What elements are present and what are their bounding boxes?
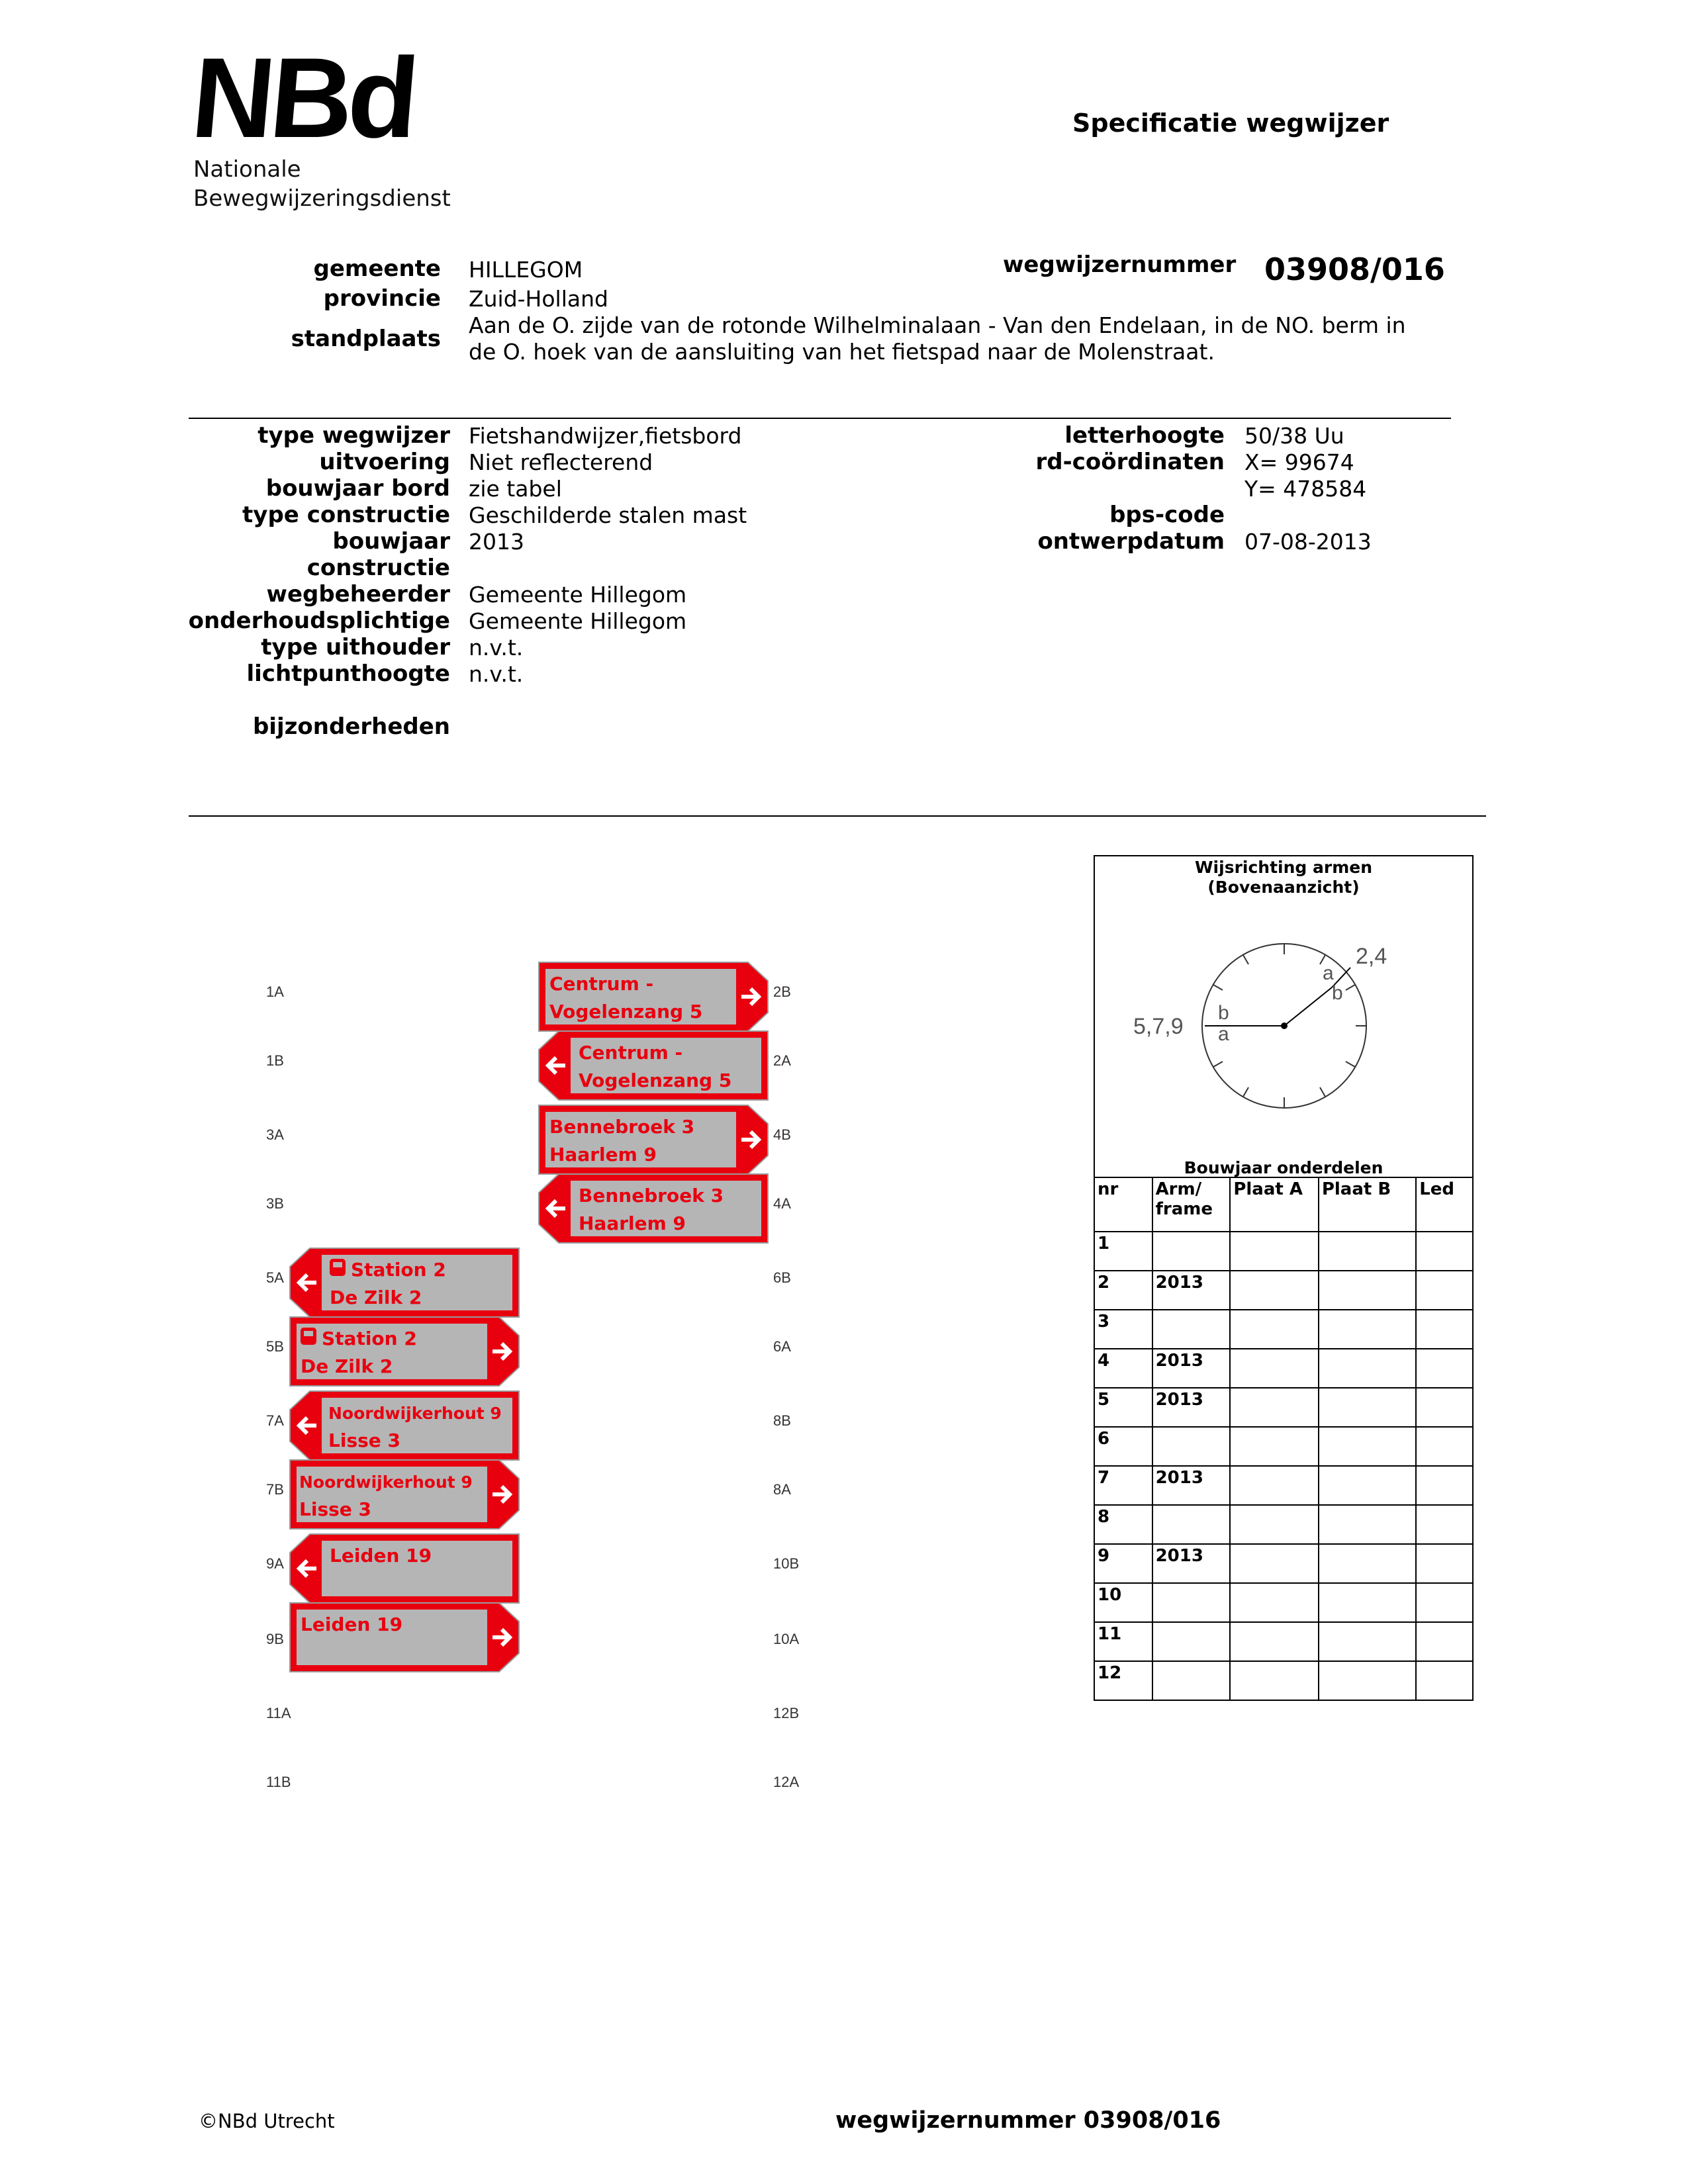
table-cell: 4 [1094, 1349, 1152, 1388]
table-cell [1230, 1388, 1319, 1427]
header-led: Led [1416, 1177, 1473, 1232]
table-cell [1319, 1583, 1416, 1622]
lichtpunthoogte-value: n.v.t. [469, 661, 524, 687]
rd-y-value: Y= 478584 [1244, 476, 1367, 502]
arm-direction-right [1284, 987, 1332, 1026]
table-cell: 2013 [1152, 1349, 1231, 1388]
gemeente-value: HILLEGOM [469, 257, 583, 283]
table-cell [1230, 1622, 1319, 1661]
table-cell [1319, 1661, 1416, 1700]
lichtpunthoogte-label: lichtpunthoogte [246, 660, 450, 687]
table-cell [1319, 1349, 1416, 1388]
table-cell [1416, 1466, 1473, 1505]
table-cell [1152, 1583, 1231, 1622]
table-cell [1319, 1544, 1416, 1583]
table-cell [1416, 1388, 1473, 1427]
arm-label-7A: 7A [266, 1412, 284, 1429]
sign-4B-line-1: Bennebroek 3 [549, 1116, 695, 1138]
arm-label-9B: 9B [266, 1631, 284, 1647]
table-cell [1152, 1505, 1231, 1544]
table-row [1094, 1349, 1473, 1388]
arm-label-6B: 6B [773, 1269, 791, 1286]
table-cell [1416, 1544, 1473, 1583]
table-row [1094, 1505, 1473, 1544]
table-cell [1416, 1349, 1473, 1388]
arm-label-3A: 3A [266, 1126, 284, 1143]
standplaats-line-1: Aan de O. zijde van de rotonde Wilhelminalaan - Van den Endelaan, in de NO. berm in [469, 312, 1406, 338]
table-cell [1230, 1544, 1319, 1583]
header-plaat-b: Plaat B [1319, 1177, 1416, 1232]
letterhoogte-label: letterhoogte [1064, 422, 1225, 449]
table-cell [1230, 1466, 1319, 1505]
arm-label-8B: 8B [773, 1412, 791, 1429]
bouwjaar-constructie-value: 2013 [469, 529, 524, 555]
table-cell: 8 [1094, 1505, 1152, 1544]
table-cell [1416, 1232, 1473, 1271]
table-cell [1319, 1232, 1416, 1271]
wegwijzernummer-value: 03908/016 [1264, 251, 1445, 287]
sign-7A [289, 1390, 520, 1461]
bps-code-label: bps-code [1109, 502, 1225, 528]
table-cell [1230, 1271, 1319, 1310]
sign-4B [538, 1104, 769, 1175]
table-cell [1152, 1622, 1231, 1661]
sign-5A-line-2: De Zilk 2 [330, 1287, 422, 1308]
compass-right-label: 2,4 [1356, 944, 1387, 969]
sign-5B [289, 1316, 520, 1387]
sign-5B-line-1: Station 2 [322, 1328, 417, 1349]
table-cell [1230, 1583, 1319, 1622]
table-cell [1152, 1310, 1231, 1349]
sign-4A-line-2: Haarlem 9 [579, 1212, 686, 1234]
table-cell [1319, 1427, 1416, 1466]
sign-7B-line-1: Noordwijkerhout 9 [299, 1473, 473, 1492]
table-cell [1319, 1466, 1416, 1505]
header-nr: nr [1094, 1177, 1152, 1232]
bouwjaar-title: Bouwjaar onderdelen [1184, 1158, 1383, 1177]
onderhoudsplichtige-label: onderhoudsplichtige [188, 608, 450, 634]
table-row [1094, 1427, 1473, 1466]
footer-copyright: ©NBd Utrecht [199, 2110, 335, 2132]
sign-9A-line-1: Leiden 19 [330, 1545, 432, 1567]
table-cell: 9 [1094, 1544, 1152, 1583]
rd-x-value: X= 99674 [1244, 449, 1354, 475]
compass-diagram [1125, 927, 1443, 1125]
arm-label-6A: 6A [773, 1338, 791, 1355]
header-arm-frame: Arm/ frame [1152, 1177, 1231, 1232]
sign-7A-line-2: Lisse 3 [328, 1430, 400, 1451]
sign-5A [289, 1247, 520, 1318]
type-constructie-label: type constructie [242, 502, 450, 528]
compass-left-b: b [1218, 1002, 1229, 1024]
standplaats-line-2: de O. hoek van de aansluiting van het fietspad naar de Molenstraat. [469, 339, 1215, 365]
arm-label-10B: 10B [773, 1555, 800, 1572]
divider-bottom [189, 815, 1486, 817]
sign-9A [289, 1533, 520, 1604]
table-cell [1230, 1349, 1319, 1388]
onderhoudsplichtige-value: Gemeente Hillegom [469, 608, 687, 634]
compass-left-label: 5,7,9 [1133, 1014, 1184, 1039]
compass-title-1: Wijsrichting armen [1194, 858, 1373, 877]
table-cell: 12 [1094, 1661, 1152, 1700]
table-cell [1319, 1310, 1416, 1349]
arm-label-1A: 1A [266, 983, 284, 1000]
table-cell [1152, 1661, 1231, 1700]
arm-label-5B: 5B [266, 1338, 284, 1355]
sign-4B-line-2: Haarlem 9 [549, 1144, 657, 1165]
table-cell: 6 [1094, 1427, 1152, 1466]
wegbeheerder-value: Gemeente Hillegom [469, 582, 687, 608]
arm-label-7B: 7B [266, 1481, 284, 1498]
table-cell [1230, 1427, 1319, 1466]
page-title: Specificatie wegwijzer [1072, 109, 1389, 138]
sign-4A [538, 1173, 769, 1244]
arm-label-2B: 2B [773, 983, 791, 1000]
sign-4A-line-1: Bennebroek 3 [579, 1185, 724, 1206]
arm-label-9A: 9A [266, 1555, 284, 1572]
sign-5A-line-1: Station 2 [351, 1259, 446, 1281]
sign-2A-line-1: Centrum - [579, 1042, 683, 1064]
compass-right-b: b [1332, 982, 1343, 1004]
compass-title-2: (Bovenaanzicht) [1207, 878, 1360, 897]
bouwjaar-bord-value: zie tabel [469, 476, 562, 502]
table-cell [1230, 1505, 1319, 1544]
table-header-row [1094, 1177, 1473, 1232]
table-cell: 7 [1094, 1466, 1152, 1505]
provincie-value: Zuid-Holland [469, 286, 608, 312]
table-row [1094, 1661, 1473, 1700]
arm-label-4B: 4B [773, 1126, 791, 1143]
sign-7B [289, 1459, 520, 1530]
train-station-icon [330, 1259, 346, 1276]
compass-right-a: a [1323, 962, 1334, 984]
table-cell: 2013 [1152, 1544, 1231, 1583]
train-station-icon [301, 1328, 316, 1345]
bouwjaar-constructie-label-2: constructie [306, 555, 450, 581]
table-cell [1230, 1310, 1319, 1349]
sign-2A [538, 1030, 769, 1101]
table-cell: 10 [1094, 1583, 1152, 1622]
table-cell [1416, 1271, 1473, 1310]
table-cell: 2013 [1152, 1271, 1231, 1310]
sign-5B-line-2: De Zilk 2 [301, 1355, 393, 1377]
type-uithouder-value: n.v.t. [469, 635, 524, 660]
type-constructie-value: Geschilderde stalen mast [469, 502, 747, 528]
table-cell [1319, 1271, 1416, 1310]
uitvoering-value: Niet reflecterend [469, 449, 653, 475]
table-row [1094, 1466, 1473, 1505]
sign-9B [289, 1602, 520, 1673]
footer-wegwijzernummer: wegwijzernummer 03908/016 [835, 2107, 1221, 2134]
table-cell: 1 [1094, 1232, 1152, 1271]
table-row [1094, 1544, 1473, 1583]
uitvoering-label: uitvoering [319, 449, 450, 475]
arm-label-4A: 4A [773, 1195, 791, 1212]
table-row [1094, 1271, 1473, 1310]
table-cell [1416, 1505, 1473, 1544]
type-wegwijzer-value: Fietshandwijzer,fietsbord [469, 423, 742, 449]
bouwjaar-bord-label: bouwjaar bord [265, 475, 450, 502]
arm-label-11B: 11B [266, 1774, 291, 1790]
table-cell: 11 [1094, 1622, 1152, 1661]
arm-label-12A: 12A [773, 1774, 800, 1790]
bijzonderheden-label: bijzonderheden [252, 713, 450, 740]
nbd-logo: NBd [183, 34, 420, 161]
bouwjaar-constructie-label-1: bouwjaar [332, 528, 450, 555]
sign-9B-line-1: Leiden 19 [301, 1614, 403, 1635]
arm-label-2A: 2A [773, 1052, 791, 1069]
logo-line-2: Bewegwijzeringsdienst [193, 185, 451, 212]
table-cell: 2013 [1152, 1466, 1231, 1505]
ontwerpdatum-value: 07-08-2013 [1244, 529, 1372, 555]
header-plaat-a: Plaat A [1230, 1177, 1319, 1232]
table-cell: 5 [1094, 1388, 1152, 1427]
sign-2A-line-2: Vogelenzang 5 [579, 1069, 732, 1091]
type-wegwijzer-label: type wegwijzer [258, 422, 450, 449]
table-cell [1319, 1388, 1416, 1427]
table-row [1094, 1583, 1473, 1622]
sign-2B-line-1: Centrum - [549, 973, 654, 995]
table-cell: 3 [1094, 1310, 1152, 1349]
table-cell [1416, 1661, 1473, 1700]
compass-left-a: a [1218, 1023, 1229, 1045]
table-cell [1319, 1505, 1416, 1544]
table-cell: 2 [1094, 1271, 1152, 1310]
arm-label-3B: 3B [266, 1195, 284, 1212]
sign-7B-line-2: Lisse 3 [299, 1498, 371, 1520]
table-cell [1230, 1661, 1319, 1700]
table-row [1094, 1388, 1473, 1427]
gemeente-label: gemeente [313, 255, 441, 282]
table-row [1094, 1310, 1473, 1349]
table-cell [1416, 1310, 1473, 1349]
arm-label-8A: 8A [773, 1481, 791, 1498]
table-cell [1416, 1622, 1473, 1661]
arm-label-1B: 1B [266, 1052, 284, 1069]
table-row [1094, 1232, 1473, 1271]
table-cell [1152, 1427, 1231, 1466]
table-cell: 2013 [1152, 1388, 1231, 1427]
sign-2B-line-2: Vogelenzang 5 [549, 1001, 703, 1023]
table-row [1094, 1622, 1473, 1661]
bouwjaar-table [1094, 1177, 1474, 1701]
type-uithouder-label: type uithouder [261, 634, 450, 660]
table-cell [1416, 1427, 1473, 1466]
ontwerpdatum-label: ontwerpdatum [1037, 528, 1225, 555]
table-cell [1416, 1583, 1473, 1622]
arm-label-11A: 11A [266, 1705, 291, 1721]
arm-label-12B: 12B [773, 1705, 800, 1721]
table-cell [1230, 1232, 1319, 1271]
provincie-label: provincie [323, 285, 441, 312]
rd-coordinaten-label: rd-coördinaten [1035, 449, 1225, 475]
arm-label-5A: 5A [266, 1269, 284, 1286]
wegbeheerder-label: wegbeheerder [266, 581, 450, 608]
table-cell [1152, 1232, 1231, 1271]
logo-line-1: Nationale [193, 156, 301, 183]
letterhoogte-value: 50/38 Uu [1244, 423, 1344, 449]
wegwijzernummer-label: wegwijzernummer [1003, 251, 1237, 278]
sign-2B [538, 961, 769, 1032]
arm-label-10A: 10A [773, 1631, 800, 1647]
standplaats-label: standplaats [291, 326, 441, 352]
sign-7A-line-1: Noordwijkerhout 9 [328, 1404, 502, 1423]
table-cell [1319, 1622, 1416, 1661]
divider-top [189, 418, 1451, 419]
